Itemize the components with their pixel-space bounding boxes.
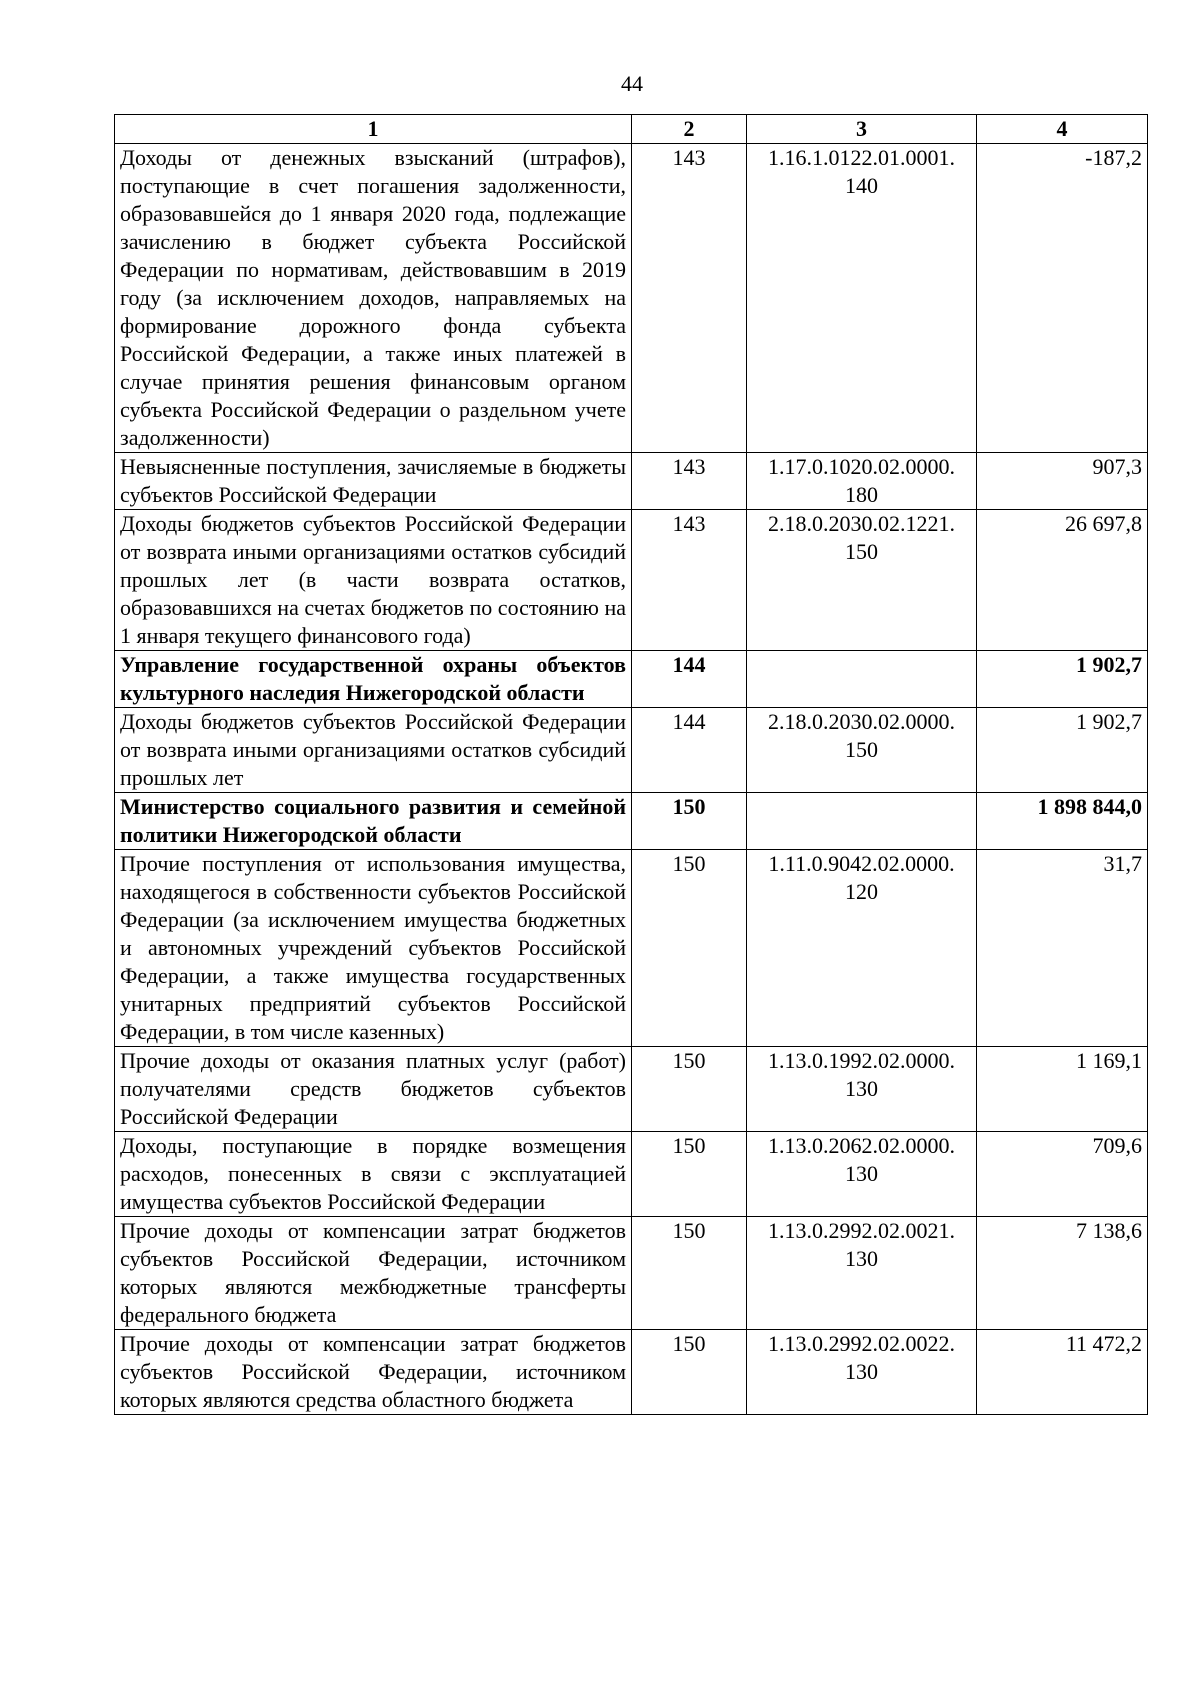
kbk-line-2: 130: [845, 1359, 878, 1384]
kbk-line-2: 120: [845, 879, 878, 904]
row-admin-code: 150: [632, 1217, 747, 1330]
table-row: [115, 651, 1148, 708]
row-admin-code: 144: [632, 708, 747, 793]
row-amount: 1 902,7: [977, 651, 1148, 708]
column-header: 1: [115, 115, 632, 144]
row-description: Прочие доходы от компенсации затрат бюджетов субъектов Российской Федерации, источником которых являются межбюджетные трансферты федерального бюджета: [115, 1217, 632, 1330]
kbk-line-1: 1.13.0.2992.02.0021.: [768, 1218, 955, 1243]
row-description: Невыясненные поступления, зачисляемые в бюджеты субъектов Российской Федерации: [115, 453, 632, 510]
row-description: Министерство социального развития и семейной политики Нижегородской области: [115, 793, 632, 850]
row-kbk-code: [747, 793, 977, 850]
row-amount: 907,3: [977, 453, 1148, 510]
kbk-line-1: 2.18.0.2030.02.1221.: [768, 511, 955, 536]
row-kbk-code: [747, 1047, 977, 1132]
kbk-line-1: 1.13.0.1992.02.0000.: [768, 1048, 955, 1073]
kbk-line-2: 150: [845, 737, 878, 762]
kbk-line-1: 1.13.0.2062.02.0000.: [768, 1133, 955, 1158]
kbk-line-2: 150: [845, 539, 878, 564]
row-admin-code: 150: [632, 1330, 747, 1415]
row-amount: 26 697,8: [977, 510, 1148, 651]
kbk-line-1: 1.17.0.1020.02.0000.: [768, 454, 955, 479]
row-description: Управление государственной охраны объектов культурного наследия Нижегородской области: [115, 651, 632, 708]
row-amount: -187,2: [977, 144, 1148, 453]
kbk-line-1: 1.16.1.0122.01.0001.: [768, 145, 955, 170]
row-admin-code: 143: [632, 453, 747, 510]
table-row: [115, 453, 1148, 510]
kbk-line-1: 2.18.0.2030.02.0000.: [768, 709, 955, 734]
row-description: Прочие поступления от использования имущества, находящегося в собственности субъектов Российской Федерации (за исключением имущества бюджетных и автономных учреждений субъектов Российской Федерации, а также имущества государственных унитарных предприятий субъектов Российской Федерации, в том числе казенных): [115, 850, 632, 1047]
row-kbk-code: [747, 1132, 977, 1217]
row-amount: 31,7: [977, 850, 1148, 1047]
table-row: [115, 850, 1148, 1047]
table-row: [115, 708, 1148, 793]
kbk-line-2: 130: [845, 1246, 878, 1271]
row-description: Доходы, поступающие в порядке возмещения расходов, понесенных в связи с эксплуатацией имущества субъектов Российской Федерации: [115, 1132, 632, 1217]
row-admin-code: 144: [632, 651, 747, 708]
row-description: Доходы бюджетов субъектов Российской Федерации от возврата иными организациями остатков субсидий прошлых лет (в части возврата остатков, образовавшихся на счетах бюджетов по состоянию на 1 января текущего финансового года): [115, 510, 632, 651]
row-kbk-code: [747, 453, 977, 510]
row-amount: 7 138,6: [977, 1217, 1148, 1330]
row-kbk-code: [747, 144, 977, 453]
row-amount: 1 902,7: [977, 708, 1148, 793]
row-description: Прочие доходы от оказания платных услуг (работ) получателями средств бюджетов субъектов Российской Федерации: [115, 1047, 632, 1132]
page-number: 44: [621, 71, 643, 96]
row-amount: 1 169,1: [977, 1047, 1148, 1132]
table-header-row: [115, 115, 1148, 144]
column-header: 4: [977, 115, 1148, 144]
row-kbk-code: [747, 1217, 977, 1330]
row-description: Прочие доходы от компенсации затрат бюджетов субъектов Российской Федерации, источником которых являются средства областного бюджета: [115, 1330, 632, 1415]
kbk-line-1: 1.11.0.9042.02.0000.: [768, 851, 955, 876]
column-header: 2: [632, 115, 747, 144]
kbk-line-2: 130: [845, 1161, 878, 1186]
table-row: [115, 510, 1148, 651]
table-row: [115, 1217, 1148, 1330]
row-admin-code: 150: [632, 1132, 747, 1217]
row-kbk-code: [747, 1330, 977, 1415]
row-description: Доходы бюджетов субъектов Российской Федерации от возврата иными организациями остатков субсидий прошлых лет: [115, 708, 632, 793]
kbk-line-1: 1.13.0.2992.02.0022.: [768, 1331, 955, 1356]
table-row: [115, 144, 1148, 453]
row-amount: 1 898 844,0: [977, 793, 1148, 850]
row-amount: 709,6: [977, 1132, 1148, 1217]
table-row: [115, 1047, 1148, 1132]
table-row: [115, 1132, 1148, 1217]
row-amount: 11 472,2: [977, 1330, 1148, 1415]
kbk-line-2: 130: [845, 1076, 878, 1101]
row-kbk-code: [747, 708, 977, 793]
row-admin-code: 143: [632, 510, 747, 651]
revenue-table: [114, 114, 1148, 1415]
row-admin-code: 150: [632, 1047, 747, 1132]
row-admin-code: 150: [632, 850, 747, 1047]
row-kbk-code: [747, 651, 977, 708]
kbk-line-2: 180: [845, 482, 878, 507]
row-admin-code: 143: [632, 144, 747, 453]
row-description: Доходы от денежных взысканий (штрафов), поступающие в счет погашения задолженности, образовавшейся до 1 января 2020 года, подлежащие зачислению в бюджет субъекта Российской Федерации по нормативам, действовавшим в 2019 году (за исключением доходов, направляемых на формирование дорожного фонда субъекта Российской Федерации, а также иных платежей в случае принятия решения финансовым органом субъекта Российской Федерации о раздельном учете задолженности): [115, 144, 632, 453]
row-admin-code: 150: [632, 793, 747, 850]
table-row: [115, 793, 1148, 850]
table-body: [115, 144, 1148, 1415]
kbk-line-2: 140: [845, 173, 878, 198]
row-kbk-code: [747, 850, 977, 1047]
column-header: 3: [747, 115, 977, 144]
table-row: [115, 1330, 1148, 1415]
row-kbk-code: [747, 510, 977, 651]
